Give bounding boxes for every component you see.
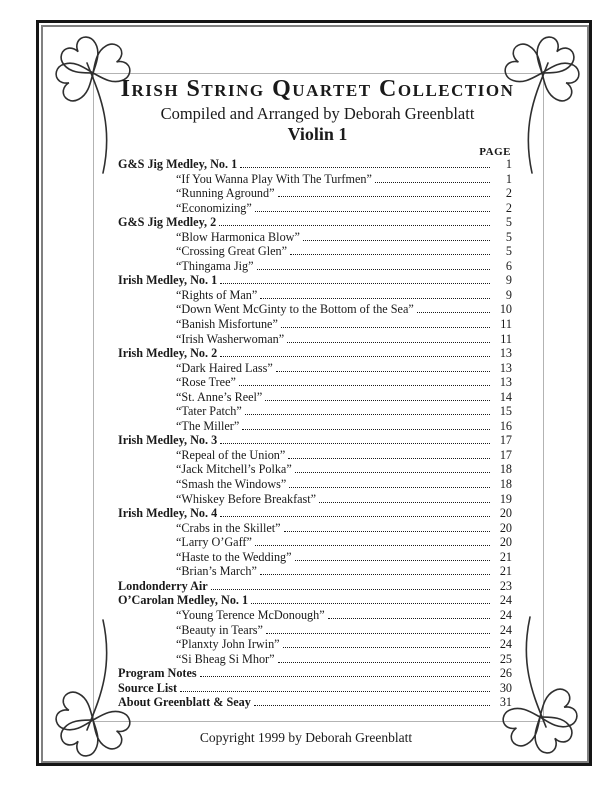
toc-entry-label: “Rights of Man” (176, 287, 258, 302)
dot-leader (295, 560, 490, 561)
toc-entry (118, 346, 512, 361)
page-column-header: PAGE (479, 146, 511, 158)
toc-entry (118, 593, 512, 608)
toc-entry-page: 2 (505, 186, 512, 201)
toc-entry-page: 13 (499, 375, 512, 390)
dot-leader (200, 676, 490, 677)
toc-entry-label: “If You Wanna Play With The Turfmen” (176, 171, 372, 186)
toc-entry-page: 9 (505, 287, 512, 302)
toc-entry-label: Irish Medley, No. 2 (118, 346, 218, 361)
toc-entry-label: “Banish Misfortune” (176, 317, 278, 332)
page-title: Irish String Quartet Collection (120, 76, 515, 102)
dot-leader (239, 385, 490, 386)
dot-leader (220, 356, 490, 357)
dot-leader (245, 414, 490, 415)
toc-entry (118, 215, 512, 230)
instrument-part-label: Violin 1 (287, 124, 348, 144)
toc-entry (118, 244, 512, 259)
toc-entry-label: “Repeal of the Union” (176, 447, 286, 462)
toc-entry-label: “Crossing Great Glen” (176, 244, 288, 259)
toc-entry-label: Source List (118, 680, 178, 695)
toc-entry-label: “Economizing” (176, 200, 252, 215)
table-of-contents (118, 157, 512, 710)
toc-entry-page: 21 (499, 564, 512, 579)
toc-entry (118, 302, 512, 317)
toc-entry-page: 6 (505, 258, 512, 273)
toc-entry (118, 157, 512, 172)
toc-entry (118, 564, 512, 579)
toc-entry-label: About Greenblatt & Seay (118, 695, 251, 710)
dot-leader (255, 545, 490, 546)
dot-leader (276, 371, 490, 372)
dot-leader (284, 531, 490, 532)
toc-entry (118, 623, 512, 638)
toc-entry-page: 26 (499, 666, 512, 681)
toc-entry (118, 172, 512, 187)
toc-entry-page: 20 (499, 506, 512, 521)
toc-entry-label: G&S Jig Medley, No. 1 (118, 157, 238, 171)
copyright-notice: Copyright 1999 by Deborah Greenblatt (199, 730, 413, 745)
toc-entry-label: “Si Bheag Si Mhor” (176, 651, 275, 666)
toc-entry-page: 18 (499, 462, 512, 477)
toc-entry-label: “Larry O’Gaff” (176, 535, 252, 550)
toc-entry-label: “Blow Harmonica Blow” (176, 229, 300, 244)
toc-entry (118, 608, 512, 623)
toc-entry-label: “Dark Haired Lass” (176, 360, 273, 375)
toc-entry (118, 666, 512, 681)
toc-entry-page: 23 (499, 578, 512, 593)
toc-entry (118, 259, 512, 274)
toc-entry-page: 24 (499, 593, 512, 608)
toc-entry-page: 5 (505, 244, 512, 259)
dot-leader (288, 458, 490, 459)
toc-entry-page: 21 (499, 549, 512, 564)
dot-leader (220, 443, 490, 444)
toc-entry (118, 462, 512, 477)
toc-entry-label: “Whiskey Before Breakfast” (176, 491, 317, 506)
toc-entry-label: “Brian’s March” (176, 564, 257, 579)
toc-entry (118, 332, 512, 347)
toc-entry-page: 19 (499, 491, 512, 506)
toc-entry-label: “Smash the Windows” (176, 477, 287, 492)
toc-entry-label: Irish Medley, No. 4 (118, 506, 218, 521)
toc-entry (118, 681, 512, 696)
toc-entry (118, 186, 512, 201)
toc-entry-page: 31 (499, 695, 512, 710)
toc-entry (118, 448, 512, 463)
toc-entry-label: “Beauty in Tears” (176, 622, 263, 637)
toc-entry (118, 419, 512, 434)
dot-leader (289, 487, 490, 488)
toc-entry-page: 25 (499, 651, 512, 666)
dot-leader (211, 589, 490, 590)
dot-leader (295, 472, 490, 473)
dot-leader (417, 312, 490, 313)
dot-leader (266, 633, 490, 634)
toc-entry (118, 695, 512, 710)
dot-leader (287, 342, 490, 343)
toc-entry (118, 652, 512, 667)
dot-leader (219, 225, 490, 226)
header (93, 76, 542, 144)
dot-leader (278, 662, 490, 663)
toc-entry (118, 230, 512, 245)
dot-leader (283, 647, 490, 648)
toc-entry-label: “Haste to the Wedding” (176, 549, 292, 564)
dot-leader (278, 196, 490, 197)
toc-entry (118, 288, 512, 303)
toc-entry-label: “Down Went McGinty to the Bottom of the Sea” (176, 302, 414, 317)
dot-leader (319, 502, 490, 503)
toc-entry-page: 9 (505, 273, 512, 288)
toc-entry-page: 13 (499, 360, 512, 375)
toc-entry-page: 17 (499, 433, 512, 448)
toc-entry (118, 535, 512, 550)
toc-entry-page: 10 (499, 302, 512, 317)
toc-entry-page: 13 (499, 346, 512, 361)
toc-entry (118, 390, 512, 405)
toc-entry-page: 14 (499, 389, 512, 404)
toc-entry (118, 317, 512, 332)
toc-entry-page: 15 (499, 404, 512, 419)
toc-entry-label: O’Carolan Medley, No. 1 (118, 593, 249, 608)
dot-leader (255, 211, 490, 212)
toc-entry-label: Irish Medley, No. 3 (118, 433, 218, 448)
dot-leader (260, 298, 490, 299)
toc-entry-page: 5 (505, 215, 512, 230)
dot-leader (240, 167, 490, 168)
toc-entry-label: “Jack Mitchell’s Polka” (176, 462, 292, 477)
dot-leader (180, 691, 490, 692)
toc-entry-label: Irish Medley, No. 1 (118, 273, 218, 288)
toc-entry-label: “Crabs in the Skillet” (176, 520, 281, 535)
toc-entry-page: 30 (499, 680, 512, 695)
toc-entry (118, 361, 512, 376)
toc-entry (118, 492, 512, 507)
toc-entry-page: 5 (505, 229, 512, 244)
dot-leader (281, 327, 490, 328)
toc-entry-label: “Running Aground” (176, 186, 275, 201)
dot-leader (254, 705, 490, 706)
toc-entry-page: 17 (499, 447, 512, 462)
dot-leader (290, 254, 490, 255)
toc-entry-label: “Irish Washerwoman” (176, 331, 285, 346)
toc-entry-label: G&S Jig Medley, 2 (118, 215, 217, 230)
toc-entry-label: “Young Terence McDonough” (176, 607, 325, 622)
toc-entry-label: “Thingama Jig” (176, 258, 254, 273)
dot-leader (220, 516, 490, 517)
toc-entry-page: 24 (499, 637, 512, 652)
toc-entry-page: 11 (500, 331, 512, 346)
toc-entry-page: 1 (505, 171, 512, 186)
toc-entry (118, 273, 512, 288)
toc-entry (118, 477, 512, 492)
toc-entry-page: 20 (499, 535, 512, 550)
dot-leader (251, 603, 490, 604)
toc-entry-label: “Planxty John Irwin” (176, 637, 280, 652)
toc-entry-label: “The Miller” (176, 418, 240, 433)
toc-entry-page: 1 (505, 157, 512, 171)
toc-entry (118, 433, 512, 448)
dot-leader (257, 269, 491, 270)
toc-entry (118, 521, 512, 536)
dot-leader (303, 240, 490, 241)
dot-leader (265, 400, 490, 401)
toc-entry (118, 550, 512, 565)
toc-entry-page: 24 (499, 607, 512, 622)
toc-entry (118, 579, 512, 594)
dot-leader (375, 182, 490, 183)
toc-entry-label: Londonderry Air (118, 578, 208, 593)
toc-entry-page: 20 (499, 520, 512, 535)
toc-entry-label: “St. Anne’s Reel” (176, 389, 263, 404)
toc-entry (118, 201, 512, 216)
toc-entry-page: 24 (499, 622, 512, 637)
toc-entry (118, 637, 512, 652)
dot-leader (220, 283, 490, 284)
toc-entry-label: Program Notes (118, 666, 197, 681)
toc-entry-label: “Tater Patch” (176, 404, 242, 419)
toc-entry-page: 18 (499, 477, 512, 492)
toc-entry (118, 404, 512, 419)
toc-entry-page: 11 (500, 317, 512, 332)
toc-entry-page: 16 (499, 418, 512, 433)
subtitle: Compiled and Arranged by Deborah Greenblatt (160, 104, 475, 123)
toc-entry-page: 2 (505, 200, 512, 215)
dot-leader (260, 574, 490, 575)
dot-leader (328, 618, 490, 619)
dot-leader (242, 429, 490, 430)
toc-entry-label: “Rose Tree” (176, 375, 236, 390)
toc-entry (118, 375, 512, 390)
toc-entry (118, 506, 512, 521)
